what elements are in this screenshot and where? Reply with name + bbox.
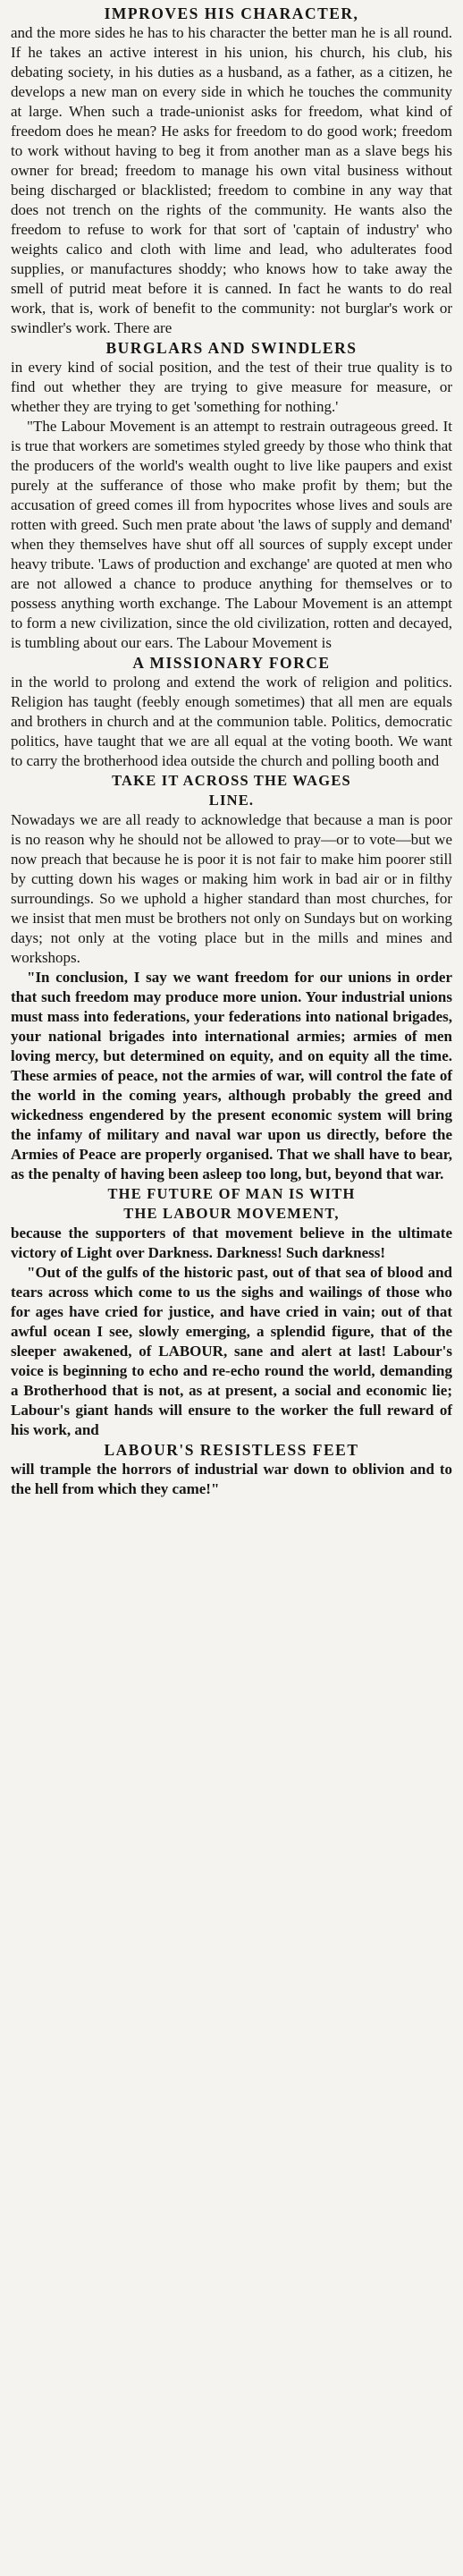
section-heading-improves-character: IMPROVES HIS CHARACTER, [104, 4, 359, 22]
section-heading-missionary-force: A MISSIONARY FORCE [132, 654, 331, 672]
section-heading-future-of-man [11, 1184, 452, 1224]
section-heading-resistless-feet: LABOUR'S RESISTLESS FEET [104, 1441, 359, 1459]
section-heading-wages-line [11, 771, 452, 810]
paragraph-labour-movement-greed: "The Labour Movement is an attempt to restrain outrageous greed. It is true that workers are sometimes styled greedy by those who think that the producers of the world's wealth ought to live like paupers and exist purely at the sufferance of those who make profit by them; but the accusation of greed comes ill from hypocrites whose lives and souls are rotten with greed. Such men prate about 'the laws of supply and demand' when they themselves have shut off all sources of supply except under heavy tribute. 'Laws of production and exchange' are quoted at men who are not allowed a chance to produce anything for themselves or to possess anything worth exchange. The Labour Movement is an attempt to form a new civilization, since the old civilization, rotten and decayed, is tumbling about our ears. The Labour Movement is [11, 418, 452, 651]
paragraph-gulfs-of-past: "Out of the gulfs of the historic past, out of that sea of blood and tears across which come to us the sighs and wailings of those who for ages have cried for justice, and have cried in vain; out of that awful ocean I see, slowly emerging, a splendid figure, that of the sleeper awakened, of LABOUR, sane and alert at last! Labour's voice is beginning to echo and re-echo round the world, demanding a Brotherhood that is not, as at present, a social and economic lie; Labour's giant hands will ensure to the worker the full reward of his work, and [11, 1264, 452, 1438]
heading-wages-line-2: LINE. [208, 792, 255, 809]
heading-future-line-2: THE LABOUR MOVEMENT, [123, 1205, 340, 1222]
article-column [5, 0, 458, 1499]
paragraph-character: and the more sides he has to his character the better man he is all round. If he takes an active interest in his union, his church, his club, his debating society, in his duties as a husband, as a father, as a citizen, he develops a new man on every side in which he touches the community at large. When such a trade-unionist asks for freedom, what kind of freedom does he mean? He asks for freedom to do good work; freedom to work without having to beg it from another man as a slave begs his owner for bread; freedom to manage his own vital business without being discharged or blacklisted; freedom to combine in any way that does not trench on the rights of the community. He wants also the freedom to refuse to work for that sort of 'captain of industry' who weights calico and cloth with lime and lead, who adulterates food supplies, or manufactures shoddy; who knows how to take away the smell of putrid meat before it is canned. In fact he wants to do real work, that is, work of benefit to the community: not burglar's work or swindler's work. There are [11, 24, 452, 336]
paragraph-conclusion: "In conclusion, I say we want freedom for our unions in order that such freedom may produce more union. Your industrial unions must mass into federations, your federations into national brigades, your national brigades into international armies; armies of men loving mercy, but determined on equity, and on equity all the time. These armies of peace, not the armies of war, will control the fate of the world in the coming years, although probably the greed and wickedness engendered by the present economic system will bring the infamy of military and naval war upon us directly, before the Armies of Peace are properly organised. That we shall have to bear, as the penalty of having been asleep too long, but, beyond that war. [11, 969, 452, 1182]
paragraph-burglars: in every kind of social position, and the test of their true quality is to find out whether they are trying to give measure for measure, or whether they are trying to get 'something for nothing.' [11, 359, 452, 415]
paragraph-religion-politics: in the world to prolong and extend the work of religion and politics. Religion has taught (feebly enough sometimes) that all men are equals and brothers in church and at the communion table. Politics, democratic politics, have taught that we are all equal at the voting booth. We want to carry the brotherhood idea outside the church and polling booth and [11, 674, 452, 769]
heading-future-line-1: THE FUTURE OF MAN IS WITH [107, 1185, 356, 1202]
paragraph-nowadays: Nowadays we are all ready to acknowledge that because a man is poor is no reason why he should not be allowed to pray—or to vote—but we now preach that because he is poor it is not fair to make him poorer still by cutting down his wages or making him work in bad air or in filthy surroundings. So we uphold a higher standard than most churches, for we insist that men must be brothers not only on Sundays but on working days; not only at the voting place but in the mills and mines and workshops. [11, 811, 452, 966]
section-heading-burglars-swindlers: BURGLARS AND SWINDLERS [105, 339, 358, 357]
paragraph-light-over-darkness: because the supporters of that movement believe in the ultimate victory of Light over Darkness. Darkness! Such darkness! [11, 1224, 452, 1261]
paragraph-closing: will trample the horrors of industrial war down to oblivion and to the hell from which they came!" [11, 1461, 452, 1497]
heading-wages-line-1: TAKE IT ACROSS THE WAGES [112, 772, 351, 789]
